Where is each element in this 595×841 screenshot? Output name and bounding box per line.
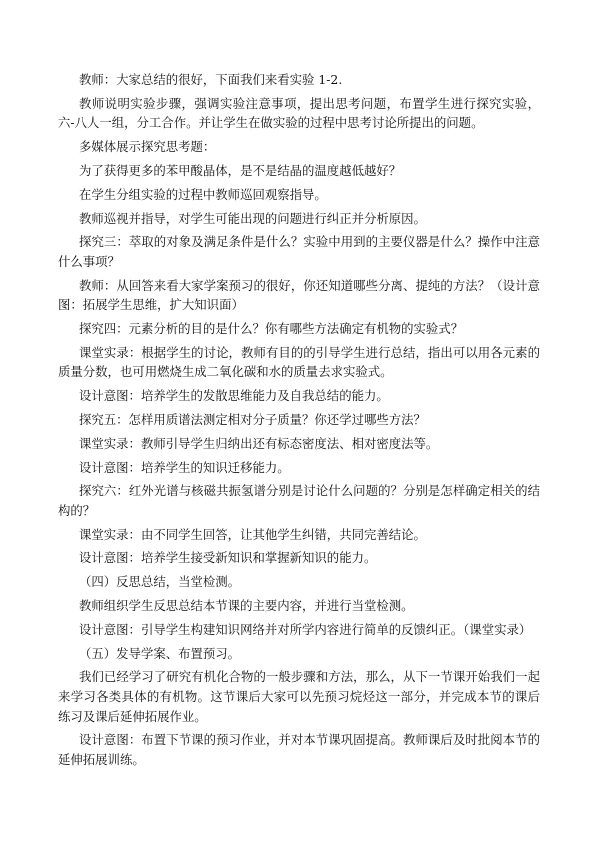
paragraph-inquiry-five: 探究五：怎样用质谱法测定相对分子质量？你还学过哪些方法？: [79, 411, 426, 427]
paragraph-class-record-3: 课堂实录：由不同学生回答，让其他学生纠错，共同完善结论。: [79, 526, 426, 542]
paragraph-class-record-1: 课堂实录：根据学生的讨论，教师有目的的引导学生进行总结，指出可以用各元素的质量分数，也可用燃烧生成二氧化碳和水的质量去求实验式。: [58, 344, 540, 380]
paragraph-multimedia-questions: 多媒体展示探究思考题：: [79, 139, 216, 155]
paragraph-design-intent-5: 设计意图：布置下节课的预习作业，并对本节课巩固提高。教师课后及时批阅本节的延伸拓展训练。: [58, 732, 540, 767]
section-heading-preview: （五）发导学案、布置预习。: [79, 645, 241, 661]
paragraph-inquiry-three: 探究三：萃取的对象及满足条件是什么？实验中用到的主要仪器是什么？操作中注意什么事项？: [58, 234, 540, 269]
paragraph-design-intent-2: 设计意图：培养学生的知识迁移能力。: [79, 459, 290, 475]
paragraph-teacher-patrol: 教师巡视并指导，对学生可能出现的问题进行纠正并分析原因。: [79, 210, 426, 226]
paragraph-crystal-question: 为了获得更多的苯甲酸晶体，是不是结晶的温度越低越好？: [79, 162, 402, 178]
paragraph-design-intent-4: 设计意图：引导学生构建知识网络并对所学内容进行简单的反馈纠正。（课堂实录）: [79, 621, 532, 637]
paragraph-design-intent-1: 设计意图：培养学生的发散思维能力及自我总结的能力。: [79, 388, 389, 404]
paragraph-inquiry-four: 探究四：元素分析的目的是什么？你有哪些方法确定有机物的实验式？: [79, 321, 464, 337]
paragraph-teacher-summary: 教师：大家总结的很好，下面我们来看实验 1-2.: [79, 72, 343, 87]
paragraph-class-record-2: 课堂实录：教师引导学生归纳出还有标态密度法、相对密度法等。: [79, 435, 439, 451]
paragraph-teacher-preview-review: 教师：从回答来看大家学案预习的很好，你还知道哪些分离、提纯的方法？（设计意图：拓展学生思维，扩大知识面）: [58, 277, 540, 313]
paragraph-next-lesson: 我们已经学习了研究有机化合物的一般步骤和方法，那么，从下一节课开始我们一起来学习各类具体的有机物。这节课后大家可以先预习烷烃这一部分，并完成本节的课后练习及课后延伸拓展作业。: [58, 669, 540, 724]
document-page: [58, 70, 540, 774]
paragraph-inquiry-six: 探究六：红外光谱与核磁共振氢谱分别是讨论什么问题的？分别是怎样确定相关的结构的？: [58, 483, 540, 518]
paragraph-group-guidance: 在学生分组实验的过程中教师巡回观察指导。: [79, 186, 327, 202]
section-heading-reflection: （四）反思总结，当堂检测。: [79, 574, 241, 590]
paragraph-design-intent-3: 设计意图：培养学生接受新知识和掌握新知识的能力。: [79, 550, 377, 566]
paragraph-reflection-summary: 教师组织学生反思总结本节课的主要内容，并进行当堂检测。: [79, 598, 414, 614]
paragraph-experiment-instructions: 教师说明实验步骤，强调实验注意事项，提出思考问题，布置学生进行探究实验，六-八人一组，分工合作。并让学生在做实验的过程中思考讨论所提出的问题。: [58, 95, 540, 131]
